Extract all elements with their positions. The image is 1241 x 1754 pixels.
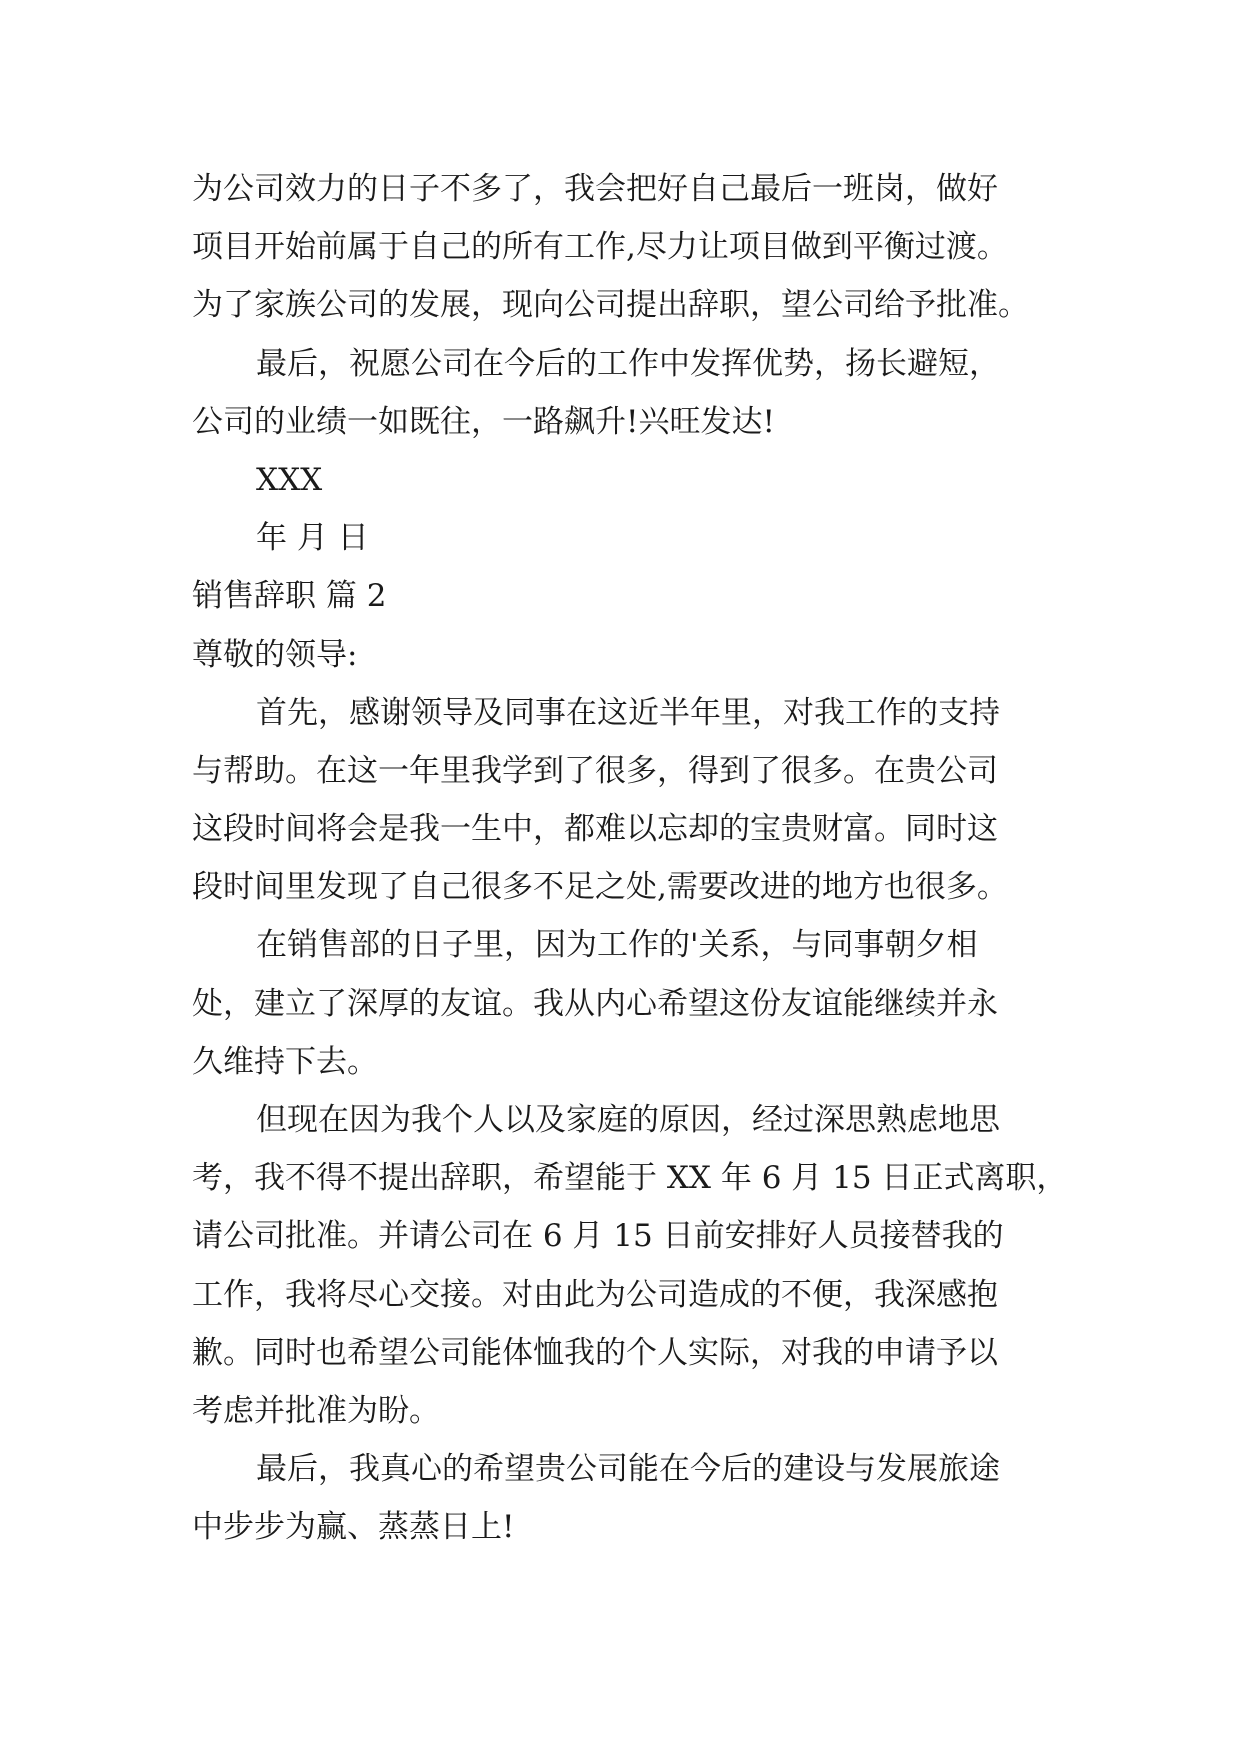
- text-line: 项目开始前属于自己的所有工作,尽力让项目做到平衡过渡。: [192, 229, 1008, 266]
- text-line: 最后，祝愿公司在今后的工作中发挥优势，扬长避短，: [256, 345, 1000, 382]
- text-line: 最后，我真心的希望贵公司能在今后的建设与发展旅途: [256, 1451, 1000, 1488]
- text-line: 但现在因为我个人以及家庭的原因，经过深思熟虑地思: [256, 1102, 1000, 1138]
- signature-name: XXX: [256, 461, 323, 498]
- text-line: 公司的业绩一如既往，一路飙升!兴旺发达!: [192, 403, 775, 440]
- text-line: 处，建立了深厚的友谊。我从内心希望这份友谊能继续并永: [192, 985, 998, 1022]
- section-heading: 销售辞职 篇 2: [192, 578, 387, 615]
- document-body: [192, 160, 1072, 1557]
- text-line: 工作，我将尽心交接。对由此为公司造成的不便，我深感抱: [192, 1276, 998, 1313]
- text-line: 这段时间将会是我一生中，都难以忘却的宝贵财富。同时这: [192, 811, 998, 848]
- text-line: 首先，感谢领导及同事在这近半年里，对我工作的支持: [256, 694, 1000, 731]
- text-line: 歉。同时也希望公司能体恤我的个人实际，对我的申请予以: [192, 1334, 998, 1371]
- text-line: 与帮助。在这一年里我学到了很多，得到了很多。在贵公司: [192, 752, 998, 789]
- text-line: 考，我不得不提出辞职，希望能于 XX 年 6 月 15 日正式离职，: [192, 1160, 1068, 1197]
- text-line: 请公司批准。并请公司在 6 月 15 日前安排好人员接替我的: [192, 1218, 1004, 1255]
- text-line: 久维持下去。: [192, 1043, 378, 1080]
- text-line: 为了家族公司的发展，现向公司提出辞职，望公司给予批准。: [192, 287, 1029, 324]
- text-line: 为公司效力的日子不多了，我会把好自己最后一班岗，做好: [192, 171, 998, 207]
- salutation: 尊敬的领导:: [192, 636, 358, 673]
- signature-date: 年 月 日: [256, 520, 369, 557]
- text-line: 中步步为赢、蒸蒸日上!: [192, 1509, 515, 1546]
- text-line: 段时间里发现了自己很多不足之处,需要改进的地方也很多。: [192, 869, 1008, 906]
- text-line: 考虑并批准为盼。: [192, 1392, 440, 1429]
- text-line: 在销售部的日子里，因为工作的'关系，与同事朝夕相: [256, 927, 978, 964]
